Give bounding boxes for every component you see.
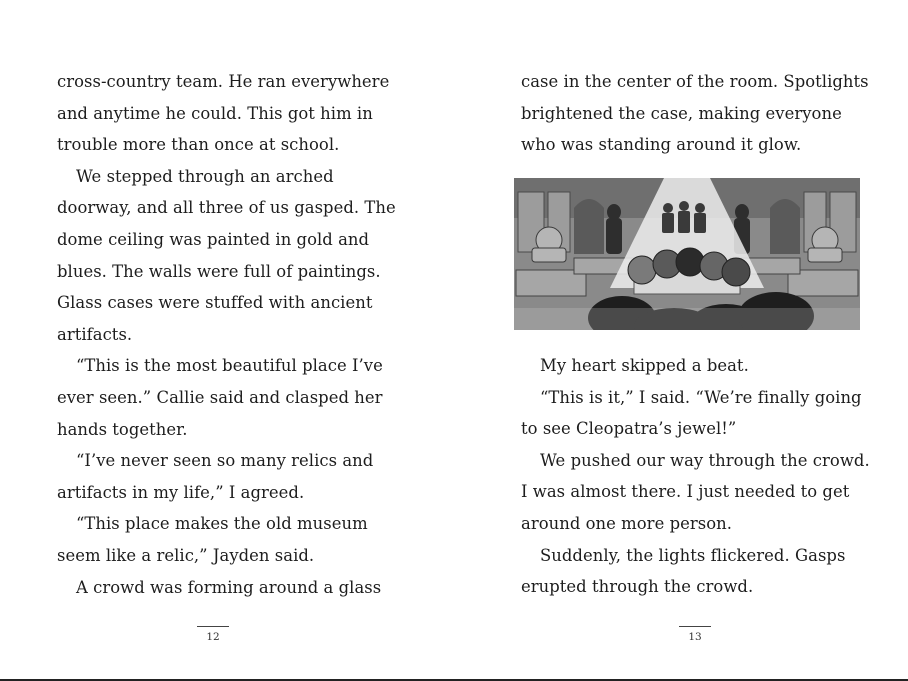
left-page-text	[57, 66, 396, 603]
text-line: artifacts.	[57, 324, 133, 344]
text-line: artifacts in my life,” I agreed.	[57, 482, 305, 502]
text-line: My heart skipped a beat.	[540, 356, 749, 375]
text-line: hands together.	[57, 419, 188, 439]
right-page	[454, 0, 908, 681]
text-line: Glass cases were stuffed with ancient	[57, 293, 373, 313]
right-page-text-bottom	[521, 350, 870, 603]
text-line: dome ceiling was painted in gold and	[57, 229, 370, 249]
text-line: case in the center of the room. Spotlights	[521, 72, 869, 91]
text-line: I was almost there. I just needed to get	[521, 482, 850, 502]
text-line: ever seen.” Callie said and clasped her	[57, 387, 383, 407]
page-number: 12	[197, 626, 229, 643]
text-line: Suddenly, the lights flickered. Gasps	[540, 545, 846, 565]
text-line: A crowd was forming around a glass	[76, 577, 382, 597]
text-line: and anytime he could. This got him in	[57, 103, 373, 123]
text-line: brightened the case, making everyone	[521, 103, 842, 123]
text-line: who was standing around it glow.	[521, 135, 802, 155]
text-line: “I’ve never seen so many relics and	[76, 451, 374, 471]
text-line: cross-country team. He ran everywhere	[57, 72, 390, 91]
text-line: doorway, and all three of us gasped. The	[57, 198, 396, 218]
text-line: We stepped through an arched	[76, 166, 334, 186]
text-line: around one more person.	[521, 513, 733, 533]
text-line: to see Cleopatra’s jewel!”	[521, 419, 737, 439]
text-line: We pushed our way through the crowd.	[540, 450, 870, 470]
text-line: erupted through the crowd.	[521, 577, 754, 597]
text-line: trouble more than once at school.	[57, 135, 340, 155]
text-line: “This place makes the old museum	[76, 514, 368, 534]
text-line: blues. The walls were full of paintings.	[57, 261, 381, 281]
text-line: “This is it,” I said. “We’re finally going	[540, 387, 862, 407]
museum-illustration	[514, 178, 860, 330]
text-line: seem like a relic,” Jayden said.	[57, 545, 315, 565]
text-line: “This is the most beautiful place I’ve	[76, 356, 383, 376]
page-number: 13	[679, 626, 711, 643]
right-page-text-top	[521, 66, 869, 161]
